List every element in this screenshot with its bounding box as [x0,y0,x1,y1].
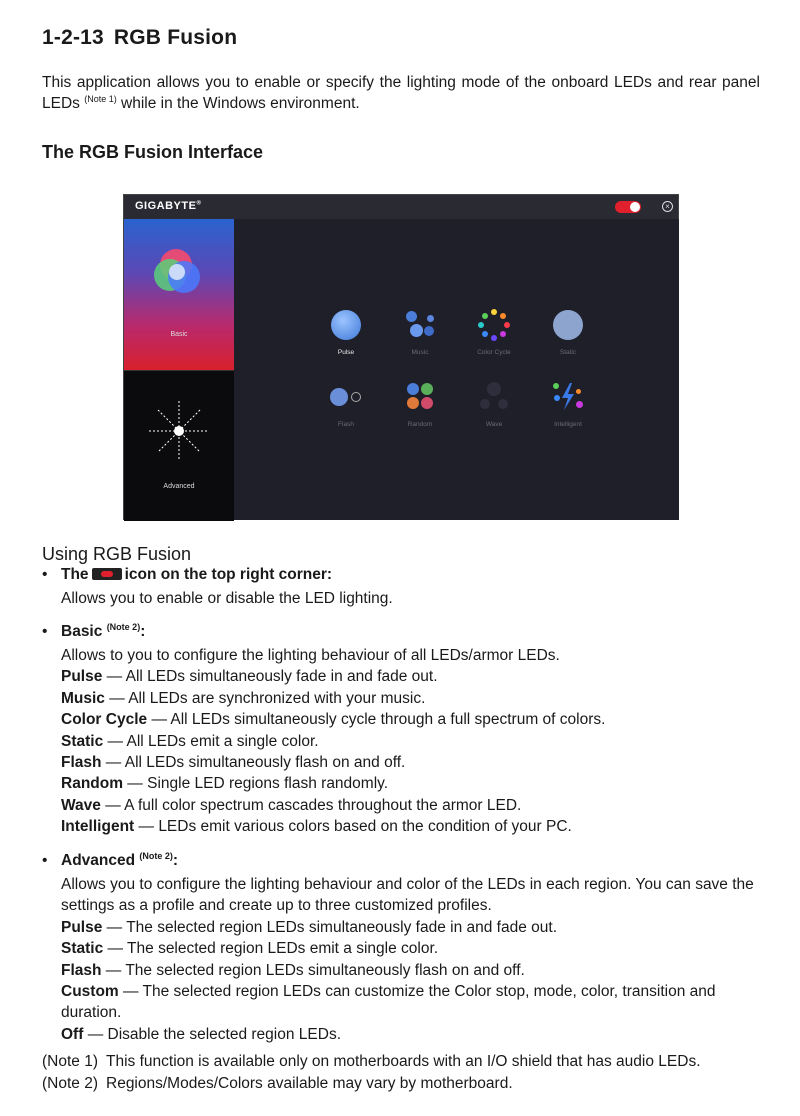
title-bar [124,195,678,220]
gigabyte-logo: GIGABYTE® [135,200,202,212]
intro-text-after: while in the Windows environment. [121,95,360,112]
starburst-icon [124,381,234,491]
basic-desc: Allows to you to configure the lighting behaviour of all LEDs/armor LEDs. [61,647,560,664]
pulse-icon [328,307,364,343]
rgb-circles-icon [124,219,234,369]
flash-icon [328,379,364,415]
static-icon [550,307,586,343]
sidebar-basic-label: Basic [170,331,188,338]
mode-pulse[interactable] [316,307,376,356]
rgb-fusion-window [123,194,679,520]
bullet: • [42,566,48,583]
sidebar-item-basic[interactable] [124,219,234,370]
advanced-description [61,874,761,1045]
mode-description: Music — All LEDs are synchronized with your music. [61,689,426,707]
mode-label: Static [559,349,577,356]
section-title: RGB Fusion [113,26,238,49]
mode-intelligent[interactable] [538,379,598,428]
advanced-desc: Allows you to configure the lighting behaviour and color of the LEDs in each region. You can save the settings as a profile and create up to three customized profiles. [61,876,754,915]
mode-description: Off — Disable the selected region LEDs. [61,1025,341,1043]
mode-random[interactable] [390,379,450,428]
sidebar-advanced-label: Advanced [163,483,195,490]
bullet: • [42,623,48,640]
intelligent-icon [550,379,586,415]
intro-text-before: This application allows you to enable or specify the lighting mode of the onboard LEDs and rear panel LEDs [42,74,760,112]
basic-heading: Basic $^{(Note 2)}$: [61,621,146,640]
mode-label: Wave [485,421,503,428]
toggle-item-heading: The icon on the top right corner: [61,566,333,583]
mode-description: Custom — The selected region LEDs can customize the Color stop, mode, color, transition and duration. [61,983,716,1022]
mode-label: Music [411,349,429,356]
mode-color-cycle[interactable] [464,307,524,356]
mode-grid [234,219,679,520]
random-icon [402,379,438,415]
sidebar-item-advanced[interactable] [124,370,234,521]
intro-paragraph [42,72,760,114]
mode-description: Pulse — The selected region LEDs simultaneously fade in and fade out. [61,918,558,936]
basic-description [61,645,761,838]
mode-label: Intelligent [554,421,582,428]
close-icon[interactable]: × [662,201,673,212]
mode-description: Pulse — All LEDs simultaneously fade in and fade out. [61,668,438,686]
music-icon [402,307,438,343]
section-number: 1-2-13 [42,26,104,49]
mode-music[interactable] [390,307,450,356]
mode-label: Random [407,421,433,428]
mode-static[interactable] [538,307,598,356]
mode-label: Flash [338,421,354,428]
footnotes [42,1051,701,1095]
led-power-toggle[interactable] [615,201,641,213]
wave-icon [476,379,512,415]
mode-description: Static — All LEDs emit a single color. [61,732,319,750]
using-heading: Using RGB Fusion [42,544,192,564]
section-heading [42,26,237,50]
color-cycle-icon [476,307,512,343]
mode-description: Flash — The selected region LEDs simultaneously flash on and off. [61,961,525,979]
interface-heading: The RGB Fusion Interface [42,142,264,162]
mode-description: Static — The selected region LEDs emit a single color. [61,940,439,958]
bullet: • [42,852,48,869]
mode-flash[interactable] [316,379,376,428]
toggle-icon [92,568,122,580]
footnote-2: (Note 2) Regions/Modes/Colors available may vary by motherboard. [42,1075,513,1092]
mode-description: Intelligent — LEDs emit various colors based on the condition of your PC. [61,818,572,836]
mode-description: Random — Single LED regions flash randomly. [61,775,389,793]
mode-label: Color Cycle [477,349,511,356]
mode-label: Pulse [337,349,355,356]
mode-description: Wave — A full color spectrum cascades throughout the armor LED. [61,796,522,814]
mode-description: Flash — All LEDs simultaneously flash on and off. [61,754,406,772]
footnote-1: (Note 1) This function is available only on motherboards with an I/O shield that has audio LEDs. [42,1053,701,1070]
intro-note-ref: (Note 1) [84,93,117,104]
mode-wave[interactable] [464,379,524,428]
toggle-item-desc: Allows you to enable or disable the LED lighting. [61,590,393,607]
mode-description: Color Cycle — All LEDs simultaneously cycle through a full spectrum of colors. [61,711,606,729]
advanced-heading: Advanced $^{(Note 2)}$: [61,850,179,869]
